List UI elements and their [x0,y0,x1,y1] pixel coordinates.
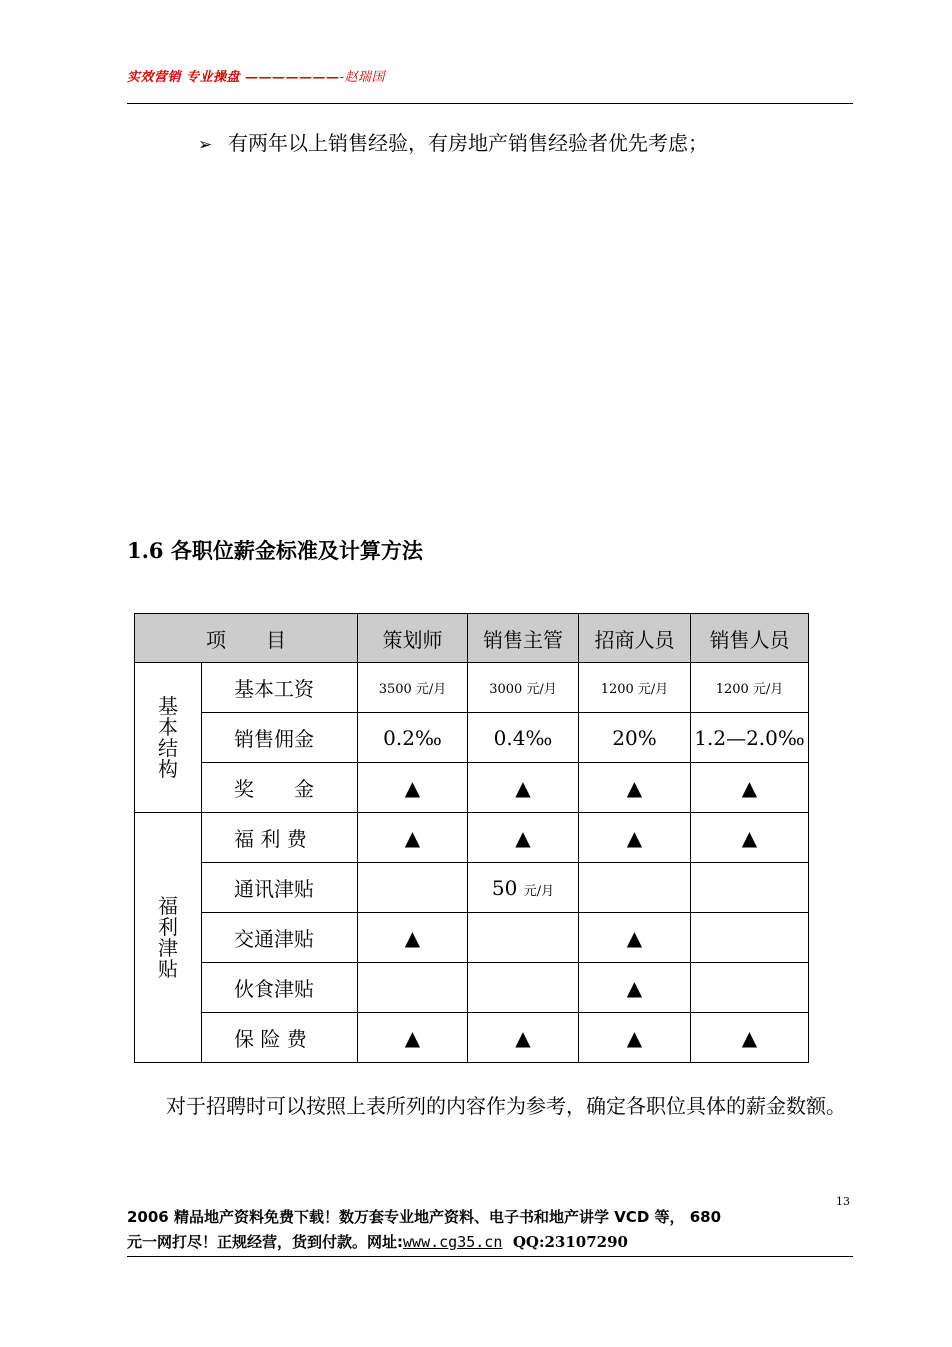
triangle-mark-icon: ▲ [579,963,691,1013]
table-cell [358,863,468,913]
group-label-char: 贴 [158,956,178,981]
table-cell [358,963,468,1013]
table-cell-with-unit [468,863,579,913]
group-label-char: 利 [158,914,178,939]
triangle-mark-icon: ▲ [691,1013,809,1063]
table-row [135,913,809,963]
table-row [135,763,809,813]
bullet-item [198,127,708,156]
triangle-mark-icon: ▲ [358,1013,468,1063]
table-row [135,663,809,713]
group-label-char: 构 [158,756,178,781]
qq-number: QQ:23107290 [512,1233,628,1251]
header-cell-leasing-staff: 招商人员 [579,614,691,663]
triangle-mark-icon: ▲ [579,763,691,813]
row-label: 伙食津贴 [202,963,358,1013]
page-footer [127,1205,853,1255]
triangle-mark-icon: ▲ [468,763,579,813]
website-link[interactable]: www.cg35.cn [403,1233,503,1251]
arrow-bullet-icon: ➢ [198,135,213,155]
salary-table [134,613,809,1063]
body-paragraph: 对于招聘时可以按照上表所列的内容作为参考，确定各职位具体的薪金数额。 [166,1094,846,1118]
cell-unit: 元/月 [523,883,555,899]
header-cell-sales-supervisor: 销售主管 [468,614,579,663]
bullet-text: 有两年以上销售经验，有房地产销售经验者优先考虑； [228,131,708,155]
table-row [135,1013,809,1063]
group-label-welfare [135,813,202,1063]
table-cell: 0.4‰ [468,713,579,763]
header-rule [127,103,853,104]
group-label-char: 福 [158,893,178,918]
table-cell [691,963,809,1013]
group-label-char: 本 [158,714,178,739]
row-label: 基本工资 [202,663,358,713]
table-cell: 0.2‰ [358,713,468,763]
row-label: 销售佣金 [202,713,358,763]
header-cell-sales-staff: 销售人员 [691,614,809,663]
triangle-mark-icon: ▲ [468,813,579,863]
row-label: 通讯津贴 [202,863,358,913]
triangle-mark-icon: ▲ [579,913,691,963]
table-cell: 1.2—2.0‰ [691,713,809,763]
row-label: 保 险 费 [202,1013,358,1063]
triangle-mark-icon: ▲ [358,813,468,863]
table-cell: 1200 元/月 [579,663,691,713]
table-cell [468,963,579,1013]
table-header-row [135,614,809,663]
header-cell-planner: 策划师 [358,614,468,663]
header-dashes: ——————— [240,70,340,85]
footer-line-2-text: 元一网打尽！正规经营，货到付款。网址 [127,1233,398,1251]
row-label: 奖 金 [202,763,358,813]
table-row [135,963,809,1013]
cell-value: 50 [491,875,518,900]
section-title: 1.6 各职位薪金标准及计算方法 [127,538,423,563]
table-cell: 1200 元/月 [691,663,809,713]
group-label-basic [135,663,202,813]
triangle-mark-icon: ▲ [691,813,809,863]
header-slogan: 实效营销 专业操盘 [127,70,241,85]
group-label-char: 津 [158,935,178,960]
footer-colon: : [397,1233,404,1251]
header-author: -赵瑞国 [339,70,385,85]
footer-line-2 [127,1230,853,1255]
table-row [135,863,809,913]
row-label: 交通津贴 [202,913,358,963]
page-number: 13 [836,1195,850,1208]
group-label-char: 结 [158,735,178,760]
footer-rule [127,1256,853,1257]
table-cell: 20% [579,713,691,763]
triangle-mark-icon: ▲ [468,1013,579,1063]
triangle-mark-icon: ▲ [358,913,468,963]
row-label: 福 利 费 [202,813,358,863]
group-label-char: 基 [158,693,178,718]
table-row [135,713,809,763]
table-cell: 3500 元/月 [358,663,468,713]
table-cell [579,863,691,913]
page-header [127,66,385,85]
table-row [135,813,809,863]
triangle-mark-icon: ▲ [579,813,691,863]
triangle-mark-icon: ▲ [691,763,809,813]
header-cell-item: 项 目 [135,614,358,663]
table-cell [468,913,579,963]
triangle-mark-icon: ▲ [579,1013,691,1063]
triangle-mark-icon: ▲ [358,763,468,813]
table-cell: 3000 元/月 [468,663,579,713]
table-cell [691,863,809,913]
table-cell [691,913,809,963]
footer-line-1: 2006 精品地产资料免费下载！数万套专业地产资料、电子书和地产讲学 VCD 等， 680 [127,1208,722,1226]
